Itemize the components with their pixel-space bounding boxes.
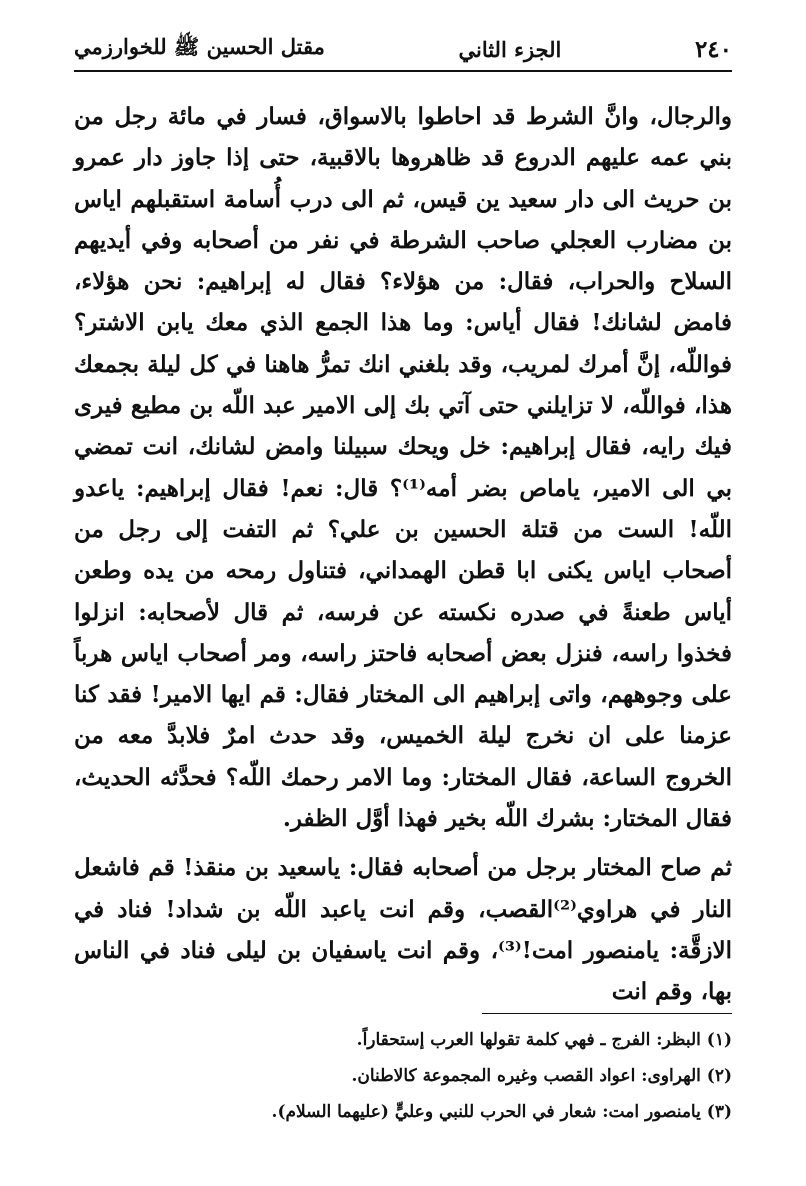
footnote: (١) البظر: الفرج ـ فهي كلمة تقولها العرب إستحقاراً. xyxy=(356,1030,732,1050)
page-number: ٢٤٠ xyxy=(694,35,732,63)
header-divider xyxy=(74,70,732,72)
footnote-divider xyxy=(482,1013,732,1014)
book-title: مقتل الحسين ﷺ للخوارزمي xyxy=(74,33,325,59)
paragraph: والرجال، وانَّ الشرط قد احاطوا بالاسواق، فسار في مائة رجل من بني عمه عليهم الدروع قد ظاهروها بالاقبية، حتى إذا جاوز دار عمرو بن حريث الى دار سعيد ين قيس، ثم الى درب أُسامة استقبلهم اياس بن مضارب العجلي صاحب الشرطة في نفر من أصحابه وفي أيديهم السلاح والحراب، فقال: من هؤلاء؟ فقال له إبراهيم: نحن هؤلاء، فامض لشانك! فقال أياس: وما هذا الجمع الذي معك يابن الاشتر؟ فواللّه، إنَّ أمرك لمريب، وقد بلغني انك تمرُّ هاهنا في كل ليلة بجمعك هذا، فواللّه، لا تزايلني حتى آتي بك إلى الامير عبد اللّه بن مطيع فيرى فيك رايه، فقال إبراهيم: خل ويحك سبيلنا وامض لشانك، انت تمضي بي الى الامير، ياماص بضر أمه⁽¹⁾؟ قال: نعم! فقال إبراهيم: ياعدو اللّه! الست من قتلة الحسين بن علي؟ ثم التفت إلى رجل من أصحاب اياس يكنى ابا قطن الهمداني، فتناول رمحه من يده وطعن أياس طعنةً في صدره نكسته عن فرسه، ثم قال لأصحابه: انزلوا فخذوا راسه، فنزل بعض أصحابه فاحتز راسه، ومر أصحاب اياس هرباً على وجوههم، واتى إبراهيم الى المختار فقال: قم ايها الامير! فقد كنا عزمنا على ان نخرج ليلة الخميس، وقد حدث امرٌ فلابدَّ معه من الخروج الساعة، فقال المختار: وما الامر رحمك اللّه؟ فحدَّثه الحديث، فقال المختار: بشرك اللّه بخير فهذا أوَّل الظفر. xyxy=(74,103,733,833)
footnote: (٣) يامنصور امت: شعار في الحرب للنبي وعليٍّ (عليهما السلام). xyxy=(271,1102,732,1122)
footnote: (٢) الهراوى: اعواد القصب وغيره المجموعة كالاطنان. xyxy=(351,1066,732,1086)
main-text xyxy=(74,96,732,1013)
running-header xyxy=(74,30,732,68)
chapter-label: الجزء الثاني xyxy=(458,36,562,62)
footnotes xyxy=(74,1022,732,1130)
paragraph: ثم صاح المختار برجل من أصحابه فقال: ياسعيد بن منقذ! قم فاشعل النار في هراوي⁽²⁾القصب، وقم انت ياعبد اللّه بن شداد! فناد في الازقَّة: يامنصور امت!⁽³⁾، وقم انت ياسفيان بن ليلى فناد في الناس بها، وقم انت xyxy=(74,854,732,1006)
